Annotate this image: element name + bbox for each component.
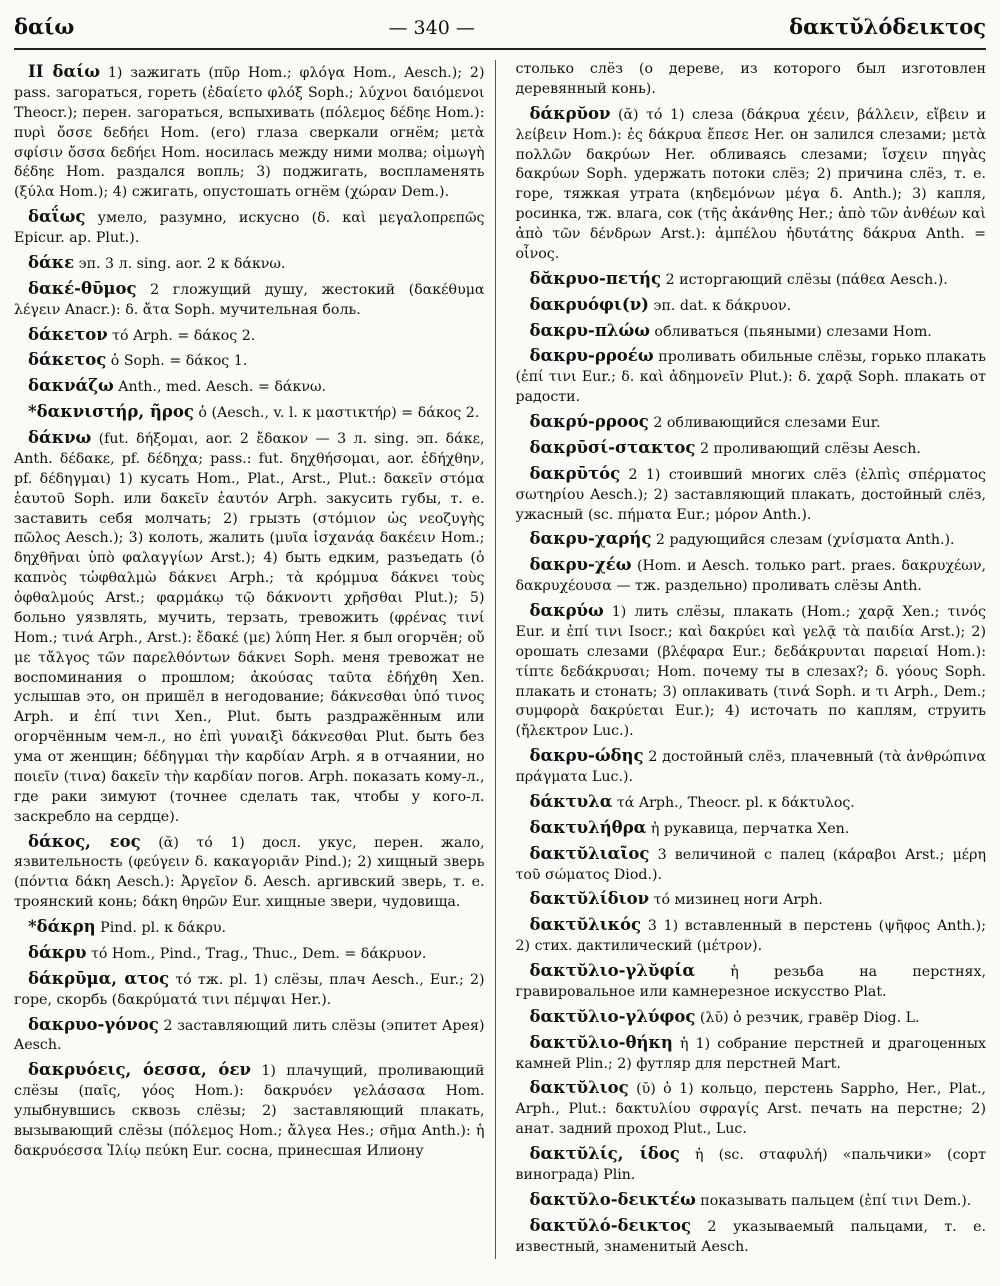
dictionary-entry	[14, 830, 485, 914]
dictionary-entry	[14, 1058, 485, 1161]
entry-definition: ἡ резьба на перстнях, гравировальное или камнерезное искусство Plat.	[515, 964, 986, 1000]
dictionary-entry	[516, 913, 987, 957]
entry-definition: 2 достойный слёз, плачевный (τὰ ἀνθρώπινα πράγματα Luc.).	[515, 749, 986, 785]
entry-definition: 3 1) вставленный в перстень (ψῆφος Anth.); 2) стих. дактилический (μέτρον).	[515, 918, 986, 955]
header-left-headword: δαίω	[14, 14, 75, 39]
entry-definition: 2 указываемый пальцами, т. е. известный, знаменитый Aesch.	[515, 1218, 986, 1255]
dictionary-entry	[516, 959, 987, 1003]
entry-definition: 2 обливающийся слезами Eur.	[648, 415, 881, 431]
entry-headword: δακρυο-γόνος	[28, 1014, 159, 1034]
dictionary-entry	[516, 527, 987, 551]
header-right-headword: δακτῠλόδεικτος	[789, 14, 986, 39]
dictionary-entry	[14, 348, 485, 372]
entry-headword: δακρυ-χαρής	[529, 529, 652, 549]
dictionary-entry	[14, 400, 485, 424]
dictionary-entry	[516, 1076, 987, 1140]
entry-definition: τό Arph. = δάκος 2.	[107, 327, 256, 344]
entry-headword: δακτῠλο-δεικτέω	[529, 1189, 696, 1209]
entry-headword: δακτῠλιος	[529, 1078, 629, 1098]
dictionary-entry	[516, 60, 987, 100]
dictionary-entry	[14, 374, 485, 398]
dictionary-entry	[516, 436, 987, 460]
entry-headword: δάκε	[28, 252, 75, 272]
dictionary-entry	[516, 842, 987, 886]
entry-headword: δακτῠλικός	[529, 915, 642, 935]
entry-definition: Pind. pl. к δάκρυ.	[95, 920, 226, 936]
dictionary-entry	[14, 205, 485, 249]
entry-headword: δάκετον	[28, 324, 108, 344]
entry-definition: ὁ Soph. = δάκος 1.	[106, 353, 248, 370]
dictionary-entry	[516, 462, 987, 526]
page-header	[14, 14, 986, 50]
dictionary-entry	[516, 744, 987, 788]
dictionary-entry	[14, 1013, 485, 1057]
entry-headword: δακτῠλό-δεικτος	[529, 1215, 692, 1235]
right-column	[516, 60, 987, 1259]
dictionary-entry	[14, 323, 485, 347]
dictionary-entry	[516, 1031, 987, 1075]
entry-headword: *δακνιστήρ, ῆρος	[28, 402, 194, 422]
entry-definition: проливать обильные слёзы, горько плакать (ἐπί τινι Eur.; δ. καὶ ἀδημονεῖν Plut.): δ. χαρᾷ Soph. плакать от радости.	[515, 349, 986, 406]
dictionary-entry	[14, 967, 485, 1011]
entry-headword: δακρύ-ρροος	[529, 412, 649, 431]
entry-definition: (ᾰ) τό 1) досл. укус, перен. жало, язвительность (φεύγειν δ. κακαγοριᾶν Pind.); 2) хищный зверь (πόντια δάκη Aesch.): Ἀργεῖον δ. Aesch. аргивский зверь, т. е. троянский конь; δάκη θηρῶν Eur. хищные звери, чудовища.	[14, 834, 485, 911]
dictionary-entry	[14, 915, 485, 939]
entry-definition: 2 гложущий душу, жестокий (δακέθυμα λέγειν Anacr.): δ. ἄτα Soph. мучительная боль.	[14, 281, 485, 318]
dictionary-entry	[516, 410, 987, 434]
entry-definition: Anth., med. Aesch. = δάκνω.	[113, 379, 327, 396]
page-number: — 340 —	[388, 17, 475, 39]
entry-headword: δαΐως	[28, 207, 86, 227]
entry-headword: δακτῠλιο-γλῠφία	[529, 961, 696, 980]
entry-definition: (fut. δήξομαι, aor. 2 ἔδακον — 3 л. sing. эп. δάκε, Anth. δέδακε, pf. δέδηχα; pass.: fut. δηχθήσομαι, aor. ἐδήχθην, pf. δέδηγμαι) 1) кусать Hom., Plat., Arst., Plut.: δακεῖν στόμα ἑαυτοῦ Soph. или δακεῖν ἑαυτόν Arph. закусить губы, т. е. заставить себя молчать; 2) грызть (στόμιον ὡς νεοζυγὴς πῶλος Aesch.); 3) колоть, жалить (μυῖα ἰσχανάᾳ δακέειν Hom.; δηχθῆναι ὑπὸ φαλαγγίων Arst.); 4) быть едким, разъедать (ὁ καπνὸς τὠφθαλμὼ δάκνει Arph.; τὰ κρόμμυα δάκνει τοὺς ὀφθαλμούς Arst.; φαρμάκῳ τῷ δάκνοντι χρῆσθαι Plut.); 5) больно уязвлять, мучить, терзать, тревожить (φρένας τινί Hom.; τινά Arph., Arst.): ἔδακέ (με) λύπη Her. я был огорчён; οὔ με τἄλγος τῶν παρελθόντων δάκνει Soph. меня тревожат не воспоминания о прошлом; ἀκούσας ταῦτα ἐδήχθη Xen. услышав это, он пришёл в негодование; δάκνεσθαι ὑπό τινος Arph. и ἐπί τινι Xen., Plut. быть раздражённым или огорчённым чем-л., но ἐπὶ γυναιξὶ δάκνεσθαι Plut. быть без ума от женщин; δέδηγμαι τὴν καρδίαν Arph. я в отчаянии, но ποιεῖν (τινα) δακεῖν τὴν καρδίαν погов. Arph. показать кому-л., где раки зимуют (точнее сделать так, чтобы у кого-л. заскребло на сердце).	[14, 431, 485, 825]
entry-headword: δακρυ-πλώω	[529, 320, 650, 340]
entry-definition: эп. dat. к δάκρυον.	[648, 297, 792, 314]
entry-headword: δακτῠλιο-γλύφος	[529, 1006, 696, 1026]
dictionary-entry	[516, 293, 987, 317]
dictionary-entry	[516, 887, 987, 911]
entry-headword: δάκνω	[28, 428, 92, 447]
entry-headword: δάκρυ	[28, 942, 87, 962]
entry-definition: умело, разумно, искусно (δ. καὶ μεγαλοπρεπῶς Epicur. ap. Plut.).	[14, 210, 485, 246]
entry-definition: (Hom. и Aesch. только part. praes. δακρυχέων, δακρυχέουσα — тж. раздельно) проливать слёзы Anth.	[515, 558, 986, 595]
entry-definition: (ᾰ) τό 1) слеза (δάκρυα χέειν, βάλλειν, εἴβειν и λείβειν Hom.): ἐς δάκρυα ἔπεσε Her. он залился слезами; μετὰ πολλῶν δακρύων Her. обливаясь слезами; ἴσχειν πηγὰς δακρύων Soph. удержать потоки слёз; 2) причина слёз, т. е. горе, тяжкая утрата (κηδεμόνων μέγα δ. Anth.); 3) капля, росинка, тж. влага, сок (τῆς ἀκάνθης Her.; ἀπὸ τῶν ἀνθέων καὶ ἀπὸ τῶν δένδρων Arst.): ἀμπέλου ἡδυτάτης δάκρυα Anth. = οἶνος.	[515, 106, 986, 262]
dictionary-entry	[516, 599, 987, 742]
entry-headword: δακρῡτός	[529, 463, 621, 483]
entry-definition: 2 проливающий слёзы Aesch.	[695, 440, 921, 457]
entry-headword: δακρυ-ρροέω	[529, 346, 654, 366]
entry-definition: (ῠ) ὁ 1) кольцо, перстень Sappho, Her., Plat., Arph., Plut.: δακτυλίου σφραγίς Arst. печать на перстне; 2) анат. задний проход Plut., Luc.	[515, 1081, 986, 1138]
entry-definition: эп. 3 л. sing. aor. 2 к δάκνω.	[74, 255, 286, 272]
entry-headword: δάκετος	[28, 350, 107, 370]
entry-headword: δακρύω	[529, 601, 604, 620]
entry-headword: δακρῡσί-στακτος	[529, 437, 696, 457]
entry-definition: ἡ (sc. σταφυλή) «пальчики» (сорт винограда) Plin.	[515, 1147, 986, 1183]
entry-headword: δακρυόεις, όεσσα, όεν	[28, 1060, 251, 1080]
dictionary-entry	[516, 344, 987, 408]
entry-headword: δακτῠλιαῖος	[529, 843, 650, 863]
entry-definition: τό тж. pl. 1) слёзы, плач Aesch., Eur.; 2) горе, скорбь (δακρύματά τινι πέμψαι Her.).	[14, 971, 485, 1008]
entry-headword: δάκος, εος	[28, 831, 141, 851]
entry-definition: 2 1) стоивший многих слёз (ἐλπὶς σπέρματος σωτηρίου Aesch.); 2) заставляющий плакать, достойный слёз, ужасный (sc. πήματα Eur.; μόρον Anth.).	[515, 466, 986, 523]
dictionary-entry	[516, 1142, 987, 1186]
entry-headword: δακτῠλίς, ίδος	[529, 1144, 680, 1163]
dictionary-entry	[516, 553, 987, 597]
entry-headword: δακτῠλιο-θήκη	[529, 1032, 673, 1052]
entry-headword: δάκρῠον	[529, 103, 611, 123]
dictionary-entry	[516, 1005, 987, 1029]
dictionary-entry	[516, 1188, 987, 1212]
entry-headword: δακτῠλίδιον	[529, 889, 650, 909]
entry-definition: показывать пальцем (ἐπί τινι Dem.).	[695, 1192, 972, 1209]
dictionary-entry	[516, 267, 987, 291]
entry-headword: δᾰκρυο-πετής	[529, 268, 662, 288]
entry-definition: 1) плачущий, проливающий слёзы (παῖς, γόος Hom.): δακρυόεν γελάσασα Hom. улыбнувшись сквозь слёзы; 2) заставляющий плакать, вызывающий слёзы (πόλεμος Hom.; ἄλγεα Hes.; σῆμα Anth.): ἡ δακρυόεσσα Ἰλίῳ πεύκη Eur. сосна, принесшая Илиону	[14, 1063, 485, 1159]
entry-definition: τά Arph., Theocr. pl. к δάκτυλος.	[612, 794, 855, 811]
dictionary-entry	[516, 816, 987, 840]
entry-headword: δακρυ-ώδης	[529, 746, 644, 766]
dictionary-entry	[14, 426, 485, 828]
dictionary-entry	[516, 1214, 987, 1258]
entry-headword: δακτυλήθρα	[529, 817, 647, 837]
dictionary-entry	[516, 790, 987, 814]
entry-headword: δάκρῡμα, ατος	[28, 968, 170, 988]
entry-definition: 2 исторгающий слёзы (πάθεα Aesch.).	[661, 271, 948, 288]
dictionary-entry	[516, 319, 987, 343]
entry-definition: 2 заставляющий лить слёзы (эпитет Арея) Aesch.	[14, 1017, 485, 1054]
entry-headword: δάκτυλα	[529, 791, 613, 811]
entry-definition: столько слёз (о дереве, из которого был изготовлен деревянный конь).	[515, 61, 986, 97]
entry-headword: δακνάζω	[28, 376, 114, 396]
left-column	[14, 60, 496, 1259]
entry-definition: ἡ 1) собрание перстней и драгоценных камней Plin.; 2) футляр для перстней Mart.	[515, 1035, 986, 1072]
entry-headword: δακρυόφι(ν)	[529, 294, 649, 314]
dictionary-entry	[14, 941, 485, 965]
entry-definition: 2 радующийся слезам (χνίσματα Anth.).	[651, 532, 955, 549]
entry-definition: ὁ (Aesch., v. l. к μαστικτήρ) = δάκος 2.	[193, 405, 480, 422]
entry-definition: ἡ рукавица, перчатка Xen.	[646, 820, 850, 837]
entry-definition: 3 величиной с палец (κάραβοι Arst.; μέρη τοῦ σώματος Diod.).	[515, 846, 986, 883]
entry-definition: 1) лить слёзы, плакать (Hom.; χαρᾷ Xen.; τινός Eur. и ἐπί τινι Isocr.; καὶ δακρύει καὶ γελᾷ τὰ παιδία Arst.); 2) орошать слезами (βλέφαρα Eur.; δεδάκρυνται παρειαί Hom.): τίπτε δεδάκρυσαι; Hom. почему ты в слезах?; δ. γόους Soph. плакать и стонать; 3) оплакивать (τινά Soph. и τι Arph., Dem.; συμφορὰ δακρύεται Eur.); 4) источать по каплям, струить (ἤλεκτρον Luc.).	[515, 604, 986, 740]
entry-headword: II δαίω	[28, 62, 100, 81]
entry-headword: δακέ-θῡμος	[28, 278, 137, 298]
entry-definition: τό Hom., Pind., Trag., Thuc., Dem. = δάκρυον.	[86, 945, 427, 962]
dictionary-entry	[14, 251, 485, 275]
entry-headword: *δάκρη	[28, 917, 96, 936]
dictionary-entry	[14, 60, 485, 203]
dictionary-entry	[14, 277, 485, 321]
entry-definition: τό мизинец ноги Arph.	[649, 892, 823, 909]
entry-definition: обливаться (пьяными) слезами Hom.	[649, 323, 932, 340]
entry-headword: δακρυ-χέω	[529, 555, 632, 575]
entry-definition: 1) зажигать (πῦρ Hom.; φλόγα Hom., Aesch.); 2) pass. загораться, гореть (ἐδαίετο φλόξ Soph.; λύχνοι δαιόμενοι Theocr.); перен. загораться, вспыхивать (πόλεμος δέδηε Hom.): πυρὶ ὄσσε δεδήει Hom. (его) глаза сверкали огнём; μετὰ σφίσιν ὄσσα δεδήει Hom. носилась между ними молва; οἰμωγὴ δέδηε Hom. раздался вопль; 3) поджигать, воспламенять (ξύλα Hom.); 4) сжигать, опустошать огнём (χώραν Dem.).	[14, 65, 485, 201]
dictionary-entry	[516, 102, 987, 265]
columns	[14, 60, 986, 1259]
entry-definition: (λῠ) ὁ резчик, гравёр Diog. L.	[695, 1009, 920, 1026]
